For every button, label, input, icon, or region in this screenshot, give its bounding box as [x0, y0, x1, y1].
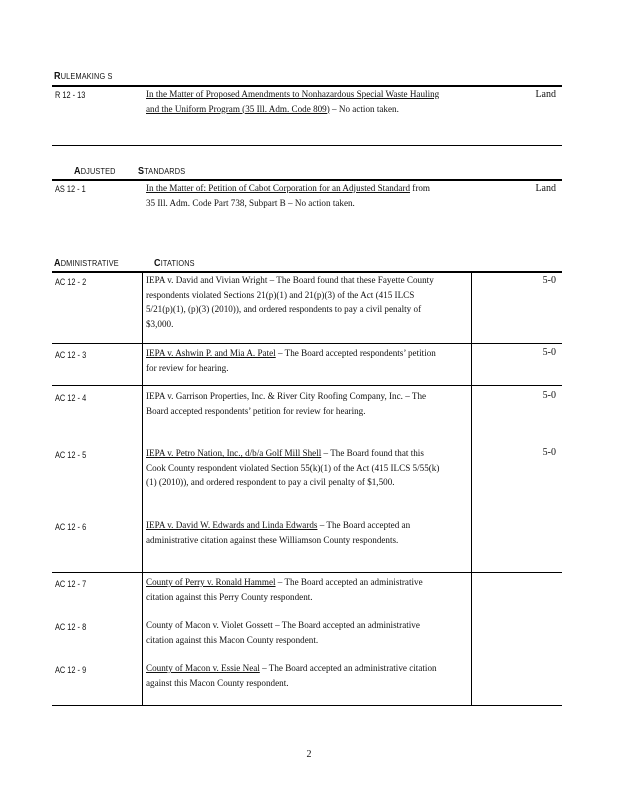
- section-heading-administrative: [54, 257, 119, 269]
- row-description: [146, 347, 441, 376]
- section-heading-citations: [154, 257, 195, 269]
- page-number: 2: [306, 749, 312, 760]
- row-vote: 5-0: [542, 447, 556, 458]
- row-vote: 5-0: [542, 347, 556, 358]
- table-bottom-rule: [52, 705, 562, 706]
- case-title: County of Perry v. Ronald Hammel: [146, 577, 276, 588]
- row-description: [146, 182, 441, 211]
- row-vote: Land: [535, 183, 556, 194]
- section-initial: A: [54, 257, 61, 269]
- row-divider: [52, 572, 562, 573]
- section-initial: C: [154, 257, 161, 269]
- row-description: [146, 447, 441, 491]
- case-text: – No action taken.: [329, 103, 399, 115]
- row-description: [146, 662, 441, 691]
- case-text: County of Macon v. Violet Gossett – The Board accepted an administrative citation against this Macon County respondent.: [146, 620, 420, 646]
- row-description: [146, 519, 441, 548]
- row-description: [146, 390, 441, 419]
- row-description: [146, 88, 441, 117]
- row-id: AC 12 - 3: [55, 350, 87, 360]
- row-description: [146, 274, 441, 332]
- row-vote: Land: [535, 89, 556, 100]
- row-vote: 5-0: [542, 390, 556, 401]
- column-divider-right: [471, 272, 472, 705]
- case-title: In the Matter of: Petition of Cabot Corporation for an Adjusted Standard: [146, 183, 411, 194]
- case-title: County of Macon v. Essie Neal: [146, 663, 260, 674]
- case-text: – The Board found that this Cook County respondent violated Section 55(k)(1) of the Act (415 ILCS 5/55(k)(1) (2010)), and ordered respondent to pay a civil penalty of $1,500.: [146, 448, 440, 488]
- row-id: AC 12 - 6: [55, 522, 87, 532]
- case-title: IEPA v. Ashwin P. and Mia A. Patel: [146, 348, 276, 359]
- section-heading-standards: [138, 165, 185, 177]
- section-heading-adjusted: [74, 165, 116, 177]
- case-text: IEPA v. Garrison Properties, Inc. & River City Roofing Company, Inc. – The Board accepted respondents’ petition for review for hearing.: [146, 391, 427, 417]
- row-id: AS 12 - 1: [55, 184, 86, 194]
- row-divider: [52, 145, 562, 146]
- section-initial: S: [138, 165, 145, 177]
- row-id: AC 12 - 4: [55, 393, 87, 403]
- section-rest: DJUSTED: [80, 166, 116, 176]
- section-rest: ULEMAKING S: [60, 71, 113, 81]
- section-rule: [52, 271, 562, 273]
- case-text: – The Board accepted an administrative citation against these Williamson County respondents.: [146, 520, 411, 546]
- section-initial: A: [74, 165, 81, 177]
- row-id: AC 12 - 7: [55, 579, 87, 589]
- row-description: [146, 576, 441, 605]
- section-rule: [52, 179, 562, 181]
- row-description: [146, 619, 441, 648]
- case-title: IEPA v. David W. Edwards and Linda Edwards: [146, 520, 318, 531]
- case-text: – The Board accepted an administrative citation against this Macon County respondent.: [146, 663, 437, 689]
- row-divider: [52, 343, 562, 344]
- case-text: from 35 Ill. Adm. Code Part 738, Subpart B – No action taken.: [146, 183, 431, 209]
- case-text: – The Board accepted respondents’ petition for review for hearing.: [146, 348, 436, 374]
- section-initial: R: [54, 70, 61, 82]
- section-heading-rulemakings: [54, 70, 113, 82]
- section-rule: [52, 85, 562, 87]
- row-id: AC 12 - 9: [55, 665, 87, 675]
- row-id: AC 12 - 2: [55, 277, 87, 287]
- row-id: R 12 - 13: [55, 90, 86, 100]
- case-title: In the Matter of Proposed Amendments to Nonhazardous Special Waste Hauling and the Uniform Program (35 Ill. Adm. Code 809): [146, 89, 440, 115]
- case-title: IEPA v. Petro Nation, Inc., d/b/a Golf Mill Shell: [146, 448, 322, 459]
- section-rest: ITATIONS: [160, 258, 195, 268]
- section-rest: TANDARDS: [144, 166, 186, 176]
- row-vote: 5-0: [542, 275, 556, 286]
- row-id: AC 12 - 8: [55, 622, 87, 632]
- row-divider: [52, 385, 562, 386]
- column-divider-left: [142, 272, 143, 705]
- row-id: AC 12 - 5: [55, 450, 87, 460]
- case-text: – The Board accepted an administrative citation against this Perry County respondent.: [146, 577, 423, 603]
- case-text: IEPA v. David and Vivian Wright – The Board found that these Fayette County respondents violated Sections 21(p)(1) and 21(p)(3) of the Act (415 ILCS 5/21(p)(1), (p)(3) (2010)), and ordered respondents to pay a civil penalty of $3,000.: [146, 275, 434, 330]
- section-rest: DMINISTRATIVE: [60, 258, 119, 268]
